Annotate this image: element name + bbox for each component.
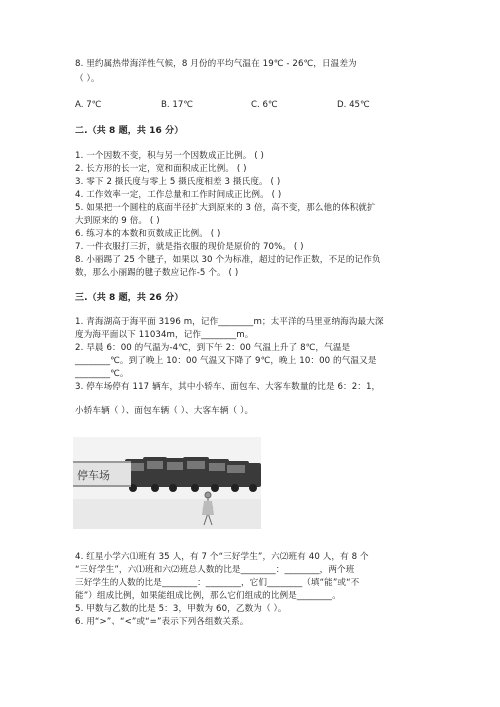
- s3-line: “三好学生”，六⑴班和六⑵班总人数的比是________：________，两个班: [75, 565, 355, 575]
- q8-option-c: C. 6℃: [251, 100, 278, 110]
- s2-line: 3. 零下 2 摄氏度与零上 5 摄氏度相差 3 摄氏度。 ( ): [75, 177, 281, 187]
- s3-line: 能”）组成比例，如果能组成比例，那么它们组成的比例是________。: [75, 591, 341, 601]
- parking-sign-text: 停车场: [77, 469, 110, 482]
- s2-line: 8. 小丽踢了 25 个毽子，如果以 30 个为标准，超过的记作正数，不足的记作负: [75, 255, 381, 265]
- s3-line: ________℃。: [75, 369, 129, 379]
- s3-line: ________℃。到了晚上 10：00 气温又下降了 9℃，晚上 10：00 的气温又是: [75, 356, 377, 366]
- s2-line: 5. 如果把一个圆柱的底面半径扩大到原来的 3 倍，高不变，那么他的体积就扩: [75, 203, 376, 213]
- parking-lot-image: [73, 437, 261, 529]
- s2-line: 7. 一件衣服打三折，就是指衣服的现价是原价的 70%。 ( ): [75, 242, 304, 252]
- q8-line-1: 8. 里约属热带海洋性气候，8 月份的平均气温在 19℃ - 26℃，日温差为: [75, 59, 357, 69]
- s3-line: 6. 用“>”、“<”或“=”表示下列各组数关系。: [75, 617, 249, 627]
- q8-option-d: D. 45℃: [337, 100, 370, 110]
- s2-line: 6. 练习本的本数和页数成正比例。 ( ): [75, 229, 221, 239]
- q8-option-a: A. 7℃: [75, 100, 102, 110]
- s3-line: 2. 早晨 6：00 的气温为-4℃，到下午 2：00 气温上升了 8℃，气温是: [75, 343, 351, 353]
- s2-line: 2. 长方形的长一定，宽和面积成正比例。 ( ): [75, 164, 247, 174]
- s2-line: 4. 工作效率一定，工作总量和工作时间成正比例。 ( ): [75, 190, 282, 200]
- s3-line: 3. 停车场停有 117 辆车，其中小轿车、面包车、大客车数量的比是 6：2：1，: [75, 382, 381, 392]
- q3-blanks: 小轿车辆（ ）、面包车辆（ ）、大客车辆（ ）。: [75, 406, 254, 416]
- section-3-title: 三.（共 8 题，共 26 分）: [75, 293, 184, 303]
- s3-line: 三好学生的人数的比是________：________，它们________（填“能”或“不: [75, 578, 360, 588]
- s2-line: 数，那么小丽踢的毽子数应记作-5 个。 ( ): [75, 268, 239, 278]
- s3-line: 5. 甲数与乙数的比是 5：3，甲数为 60，乙数为（ ）。: [75, 604, 287, 614]
- s3-line: 1. 青海湖高于海平面 3196 m，记作________m；太平洋的马里亚纳海沟最大深: [75, 317, 384, 327]
- s2-line: 1. 一个因数不变，积与另一个因数成正比例。 ( ): [75, 151, 264, 161]
- s2-line: 大到原来的 9 倍。 ( ): [75, 216, 160, 226]
- q8-option-b: B. 17℃: [161, 100, 193, 110]
- s3-line: 4. 红星小学六⑴班有 35 人，有 7 个“三好学生”，六⑵班有 40 人，有 8 个: [75, 552, 369, 562]
- q8-line-2: （ ）。: [75, 74, 100, 84]
- parking-sign: [73, 461, 131, 487]
- s3-line: 度为海平面以下 11034m，记作________m。: [75, 330, 254, 340]
- section-2-title: 二.（共 8 题，共 16 分）: [75, 126, 184, 136]
